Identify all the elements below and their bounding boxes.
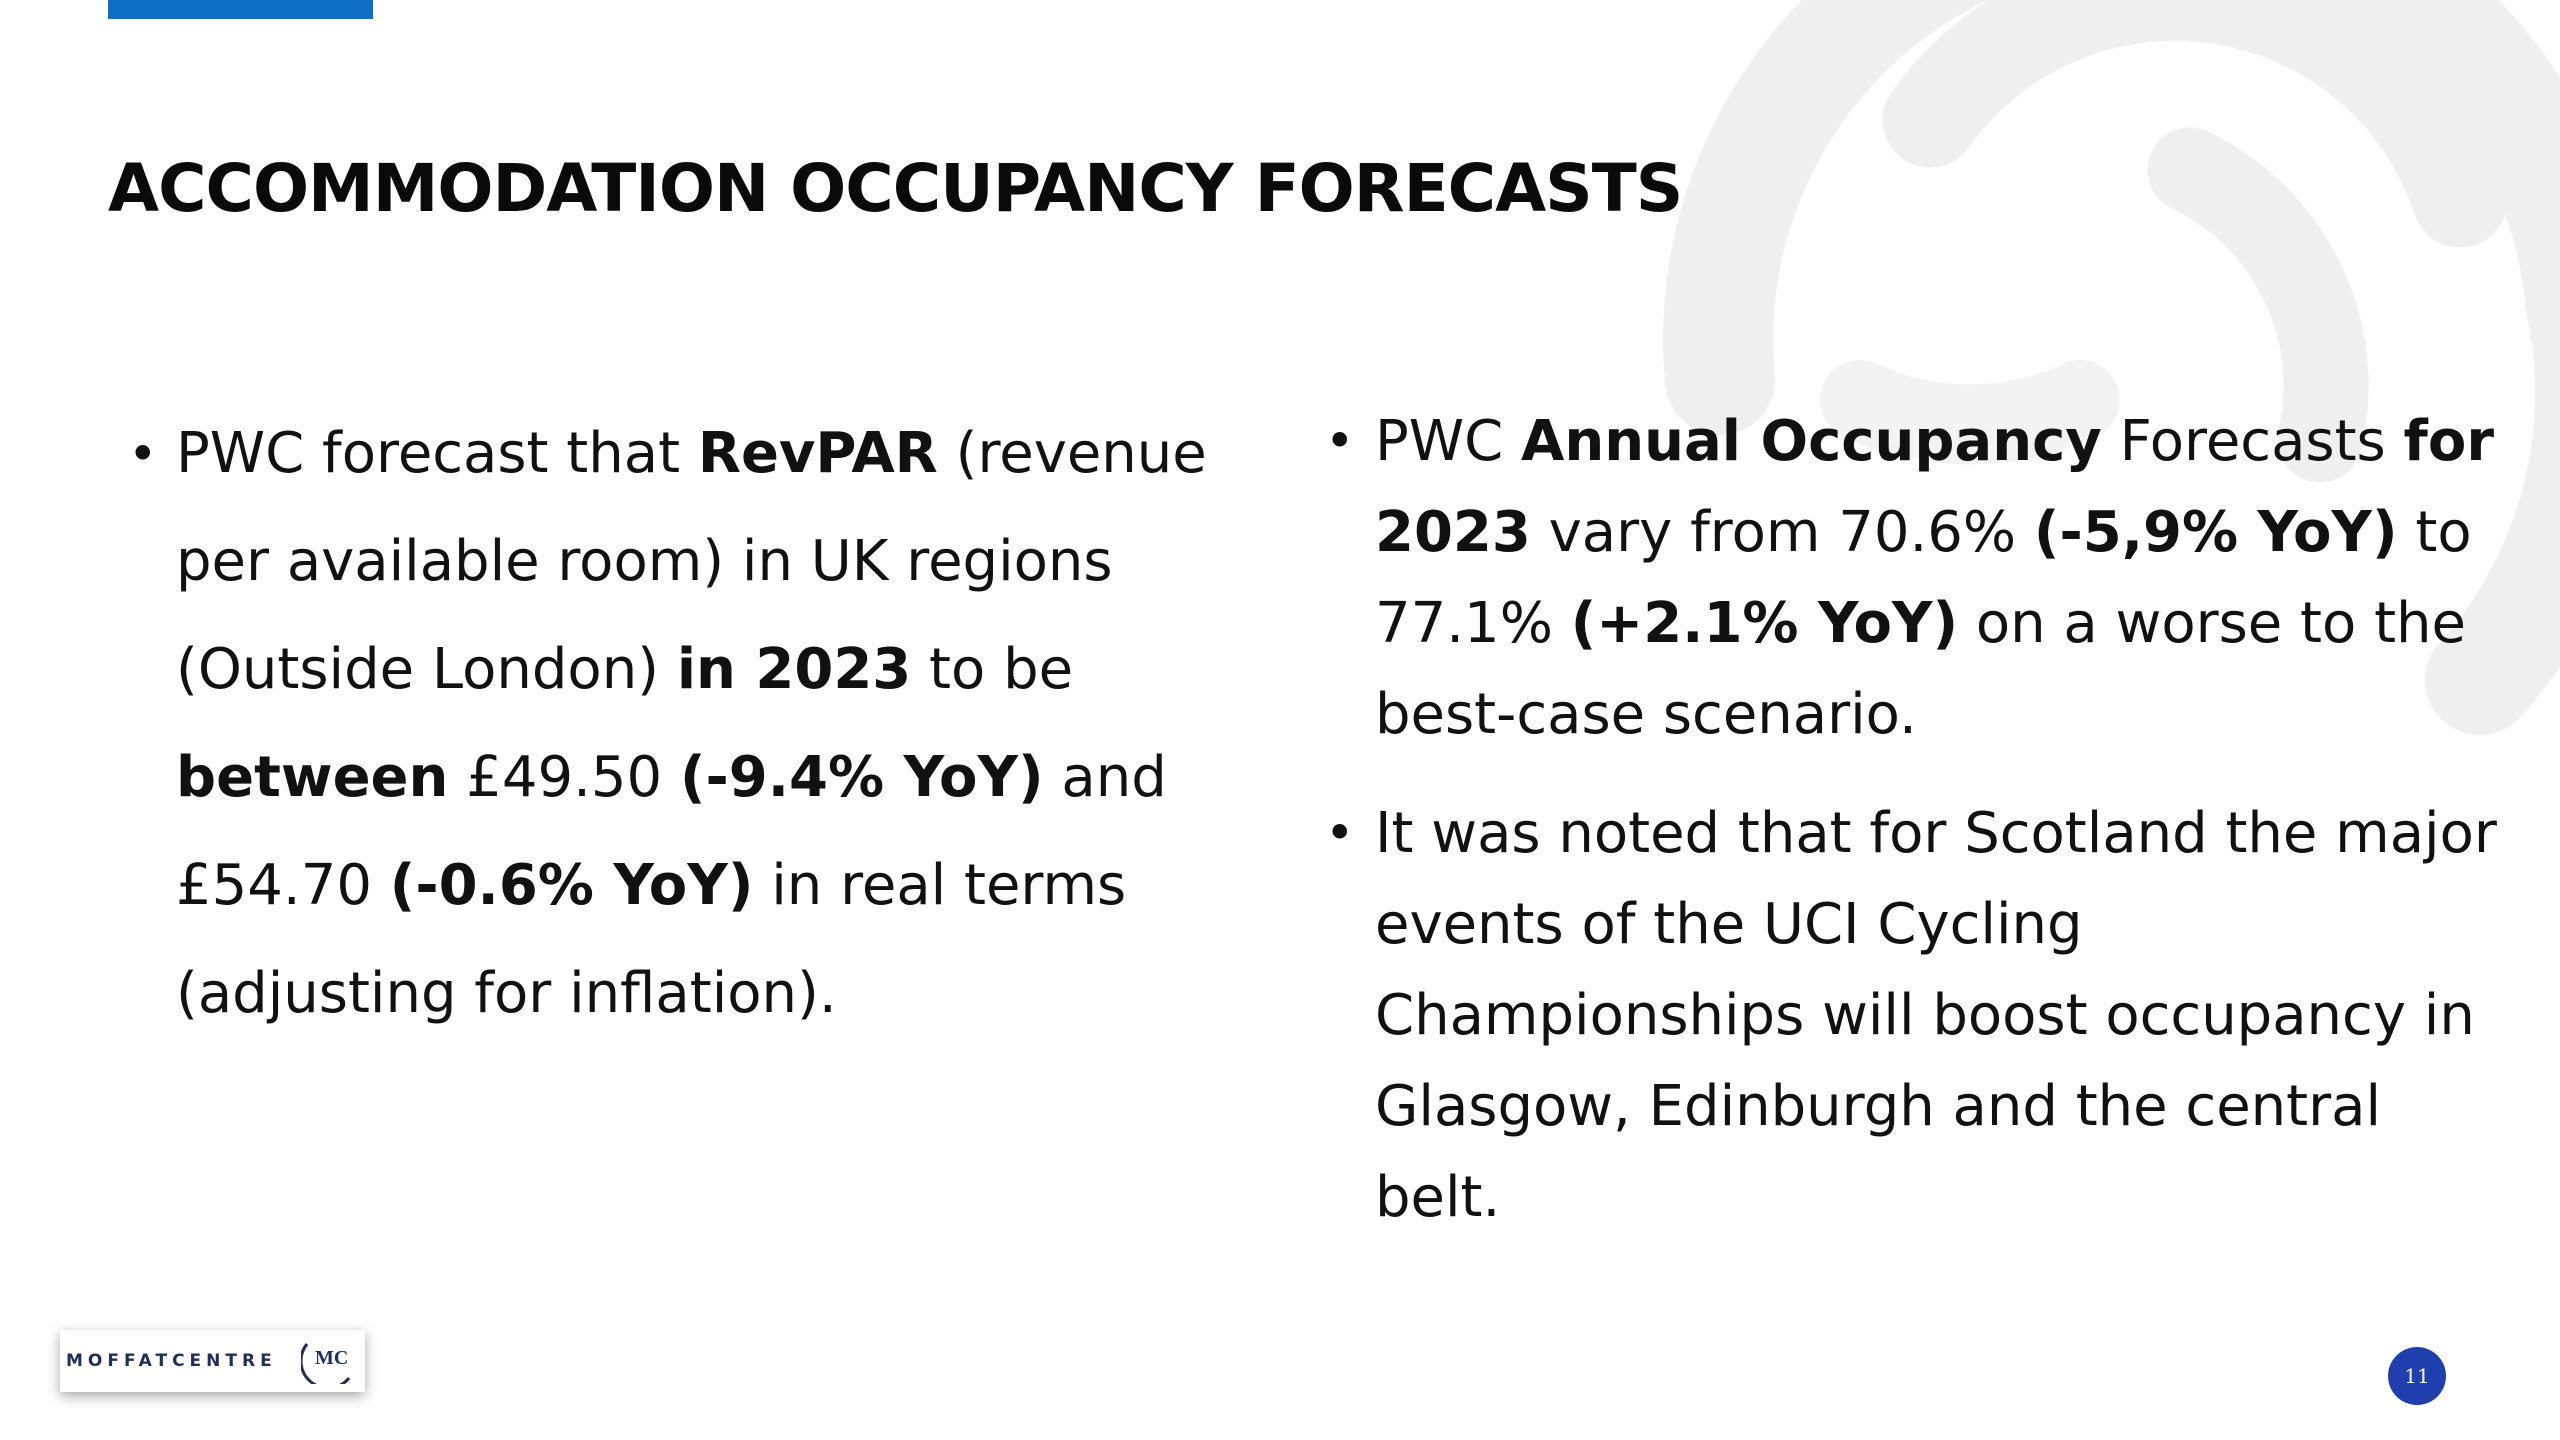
moffat-centre-logo: [60, 1330, 365, 1392]
text-run: vary from 70.6%: [1530, 500, 2034, 565]
text-run: in real terms (adjusting for inflation).: [176, 853, 1127, 1026]
bold-text-run: between: [176, 745, 449, 810]
bold-text-run: (-5,9% YoY): [2033, 500, 2398, 565]
text-run: £49.50: [448, 745, 680, 810]
text-run: It was noted that for Scotland the major events of the UCI Cycling Championships will boost occupancy in Glasgow, Edinburgh and the central belt.: [1375, 801, 2497, 1230]
bold-text-run: (+2.1% YoY): [1570, 591, 1959, 656]
moffat-centre-logo-icon: [301, 1338, 357, 1384]
bold-text-run: (-9.4% YoY): [679, 745, 1044, 810]
logo-text: MOFFATCENTRE: [66, 1351, 277, 1371]
page-number-badge: 11: [2388, 1347, 2446, 1405]
left-bullet-list: [128, 400, 1248, 1048]
bold-text-run: Annual Occupancy: [1521, 409, 2102, 474]
bold-text-run: for 2023: [1375, 409, 2494, 565]
text-run: and £54.70: [176, 745, 1167, 918]
right-bullet-list: [1325, 396, 2505, 1243]
page-title: ACCOMMODATION OCCUPANCY FORECASTS: [108, 150, 1683, 227]
list-item: [128, 400, 1248, 1048]
bold-text-run: (-0.6% YoY): [389, 853, 754, 918]
text-run: to be: [911, 637, 1074, 702]
text-run: PWC: [1375, 409, 1522, 474]
text-run: (revenue per available room) in UK regions (Outside London): [176, 421, 1207, 702]
list-item: [1325, 788, 2505, 1243]
bold-text-run: RevPAR: [697, 421, 938, 486]
list-item: [1325, 396, 2505, 760]
bold-text-run: in 2023: [676, 637, 912, 702]
accent-bar: [108, 0, 373, 19]
text-run: PWC forecast that: [176, 421, 698, 486]
text-run: Forecasts: [2101, 409, 2404, 474]
text-run: to 77.1%: [1375, 500, 2472, 656]
text-run: on a worse to the best-case scenario.: [1375, 591, 2466, 747]
logo-mark-text: MC: [315, 1347, 349, 1369]
